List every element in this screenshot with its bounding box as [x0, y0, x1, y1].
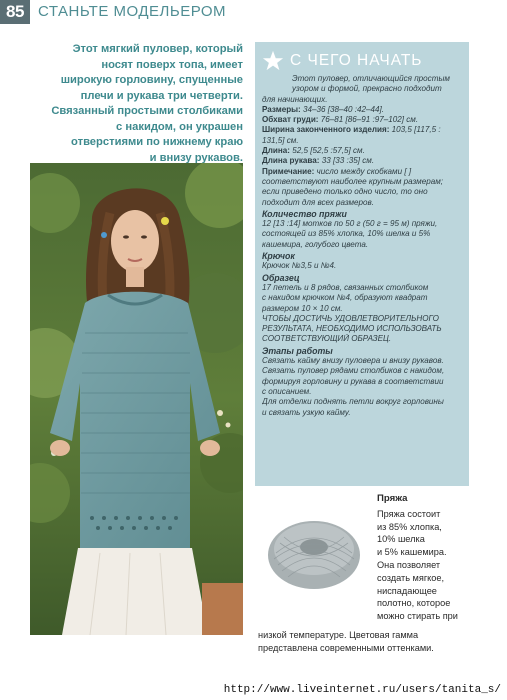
yarn-line: можно стирать при: [377, 611, 458, 622]
chest-row: [262, 115, 462, 125]
panel-header: [262, 50, 462, 72]
sample-line: 17 петель и 8 рядов, связанных столбиком: [262, 282, 429, 292]
intro-line: плечи и рукава три четверти.: [80, 89, 243, 102]
star-icon: [262, 50, 284, 72]
lead-line: для начинающих.: [262, 94, 328, 104]
intro-line: Связанный простыми столбиками: [51, 105, 243, 117]
sleeve-row: [262, 156, 462, 166]
length-value: 52,5 [52,5 :57,5] см.: [292, 146, 365, 156]
yarn-line: из 85% хлопка,: [377, 521, 442, 532]
yarn-line: Пряжа состоит: [377, 508, 441, 519]
sample-line: размером 10 × 10 см.: [262, 303, 343, 313]
intro-line: носят поверх топа, имеет: [101, 58, 243, 71]
yarn-quantity-line: кашемира, голубого цвета.: [262, 239, 369, 249]
sample-line: РЕЗУЛЬТАТА, НЕОБХОДИМО ИСПОЛЬЗОВАТЬ: [262, 324, 442, 334]
yarn-quantity-title: Количество пряжи: [262, 208, 347, 219]
section-title: СТАНЬТЕ МОДЕЛЬЕРОМ: [38, 3, 227, 20]
sleeve-value: 33 [33 :35] см.: [321, 156, 375, 166]
yarn-description: [377, 493, 469, 623]
sample-line: с накидом крючком №4, образуют квадрат: [262, 293, 428, 303]
yarn-tail-line: низкой температуре. Цветовая гамма: [258, 630, 419, 640]
yarn-tail-line: представлена современными оттенками.: [258, 642, 434, 653]
yarn-line: Она позволяет: [377, 559, 441, 570]
intro-line: и внизу рукавов.: [149, 151, 243, 164]
hook-title: Крючок: [262, 251, 295, 262]
yarn-line: создать мягкое,: [377, 572, 445, 583]
yarn-line: и 5% кашемира.: [377, 547, 447, 558]
stages-title: Этапы работы: [262, 345, 333, 356]
yarn-line: полотно, которое: [377, 598, 451, 609]
model-photo: [30, 163, 243, 635]
note-text: число между скобками [ ]: [316, 166, 412, 176]
source-url[interactable]: http://www.liveinternet.ru/users/tanita_s/: [223, 684, 501, 696]
stages-line: формируя горловину и рукава в соответствии: [262, 376, 444, 386]
page-header: [0, 0, 507, 26]
panel-body: [262, 74, 462, 418]
sizes-row: [262, 105, 462, 115]
length-row: [262, 146, 462, 156]
width-value: 103,5 [117,5 :: [391, 125, 441, 135]
note-label: Примечание:: [262, 166, 315, 176]
yarn-quantity-line: состоящей из 85% хлопка, 10% шелка и 5%: [262, 229, 431, 239]
sizes-label: Размеры:: [262, 104, 301, 114]
sleeve-label: Длина рукава:: [262, 156, 320, 166]
yarn-quantity-line: 12 [13 :14] мотков по 50 г (50 г = 95 м) пряжи,: [262, 219, 438, 229]
sizes-value: 34–36 [38–40 :42–44].: [303, 104, 385, 114]
intro-line: Этот мягкий пуловер, который: [72, 43, 243, 55]
getting-started-panel: [255, 42, 469, 486]
yarn-line: 10% шелка: [377, 534, 425, 545]
sample-line: СООТВЕТСТВУЮЩИЙ ОБРАЗЕЦ.: [262, 334, 392, 344]
lead-line: Этот пуловер, отличающийся простым: [292, 74, 450, 83]
stages-line: Для отделки поднять петли вокруг горловины: [262, 397, 444, 407]
note-row: [262, 167, 462, 177]
width-value-cont: 131,5] см.: [262, 135, 299, 145]
yarn-description-tail: [258, 629, 470, 655]
stages-line: Связать кайму внизу пуловера и внизу рукавов.: [262, 356, 444, 366]
chest-label: Обхват груди:: [262, 115, 319, 125]
page-number: 85: [0, 0, 30, 24]
yarn-title: Пряжа: [377, 493, 408, 504]
stages-line: Связать пуловер рядами столбиков с накидом,: [262, 366, 445, 376]
sample-title: Образец: [262, 272, 300, 283]
yarn-line: ниспадающее: [377, 585, 437, 596]
intro-line: с накидом, он украшен: [116, 120, 243, 133]
intro-line: широкую горловину, спущенные: [60, 74, 243, 86]
stages-line: с описанием.: [262, 386, 312, 396]
lead-line: узором и формой, прекрасно подходит: [292, 84, 442, 94]
intro-line: отверстиями по нижнему краю: [71, 136, 243, 148]
length-label: Длина:: [262, 146, 290, 156]
width-label: Ширина законченного изделия:: [262, 125, 390, 135]
note-line: соответствуют наиболее крупным размерам;: [262, 176, 444, 186]
note-line: подходит для всех размеров.: [262, 197, 375, 207]
panel-title: С ЧЕГО НАЧАТЬ: [290, 52, 423, 69]
chest-value: 76–81 [86–91 :97–102] см.: [320, 115, 419, 125]
sample-line: ЧТОБЫ ДОСТИЧЬ УДОВЛЕТВОРИТЕЛЬНОГО: [262, 313, 439, 323]
note-line: если приведено только одно число, то оно: [262, 187, 428, 197]
intro-paragraph: [30, 42, 243, 166]
width-row: [262, 125, 462, 135]
stages-line: и связать узкую кайму.: [262, 407, 351, 417]
hook-line: Крючок №3,5 и №4.: [262, 261, 337, 271]
yarn-ball-image: [258, 493, 371, 601]
